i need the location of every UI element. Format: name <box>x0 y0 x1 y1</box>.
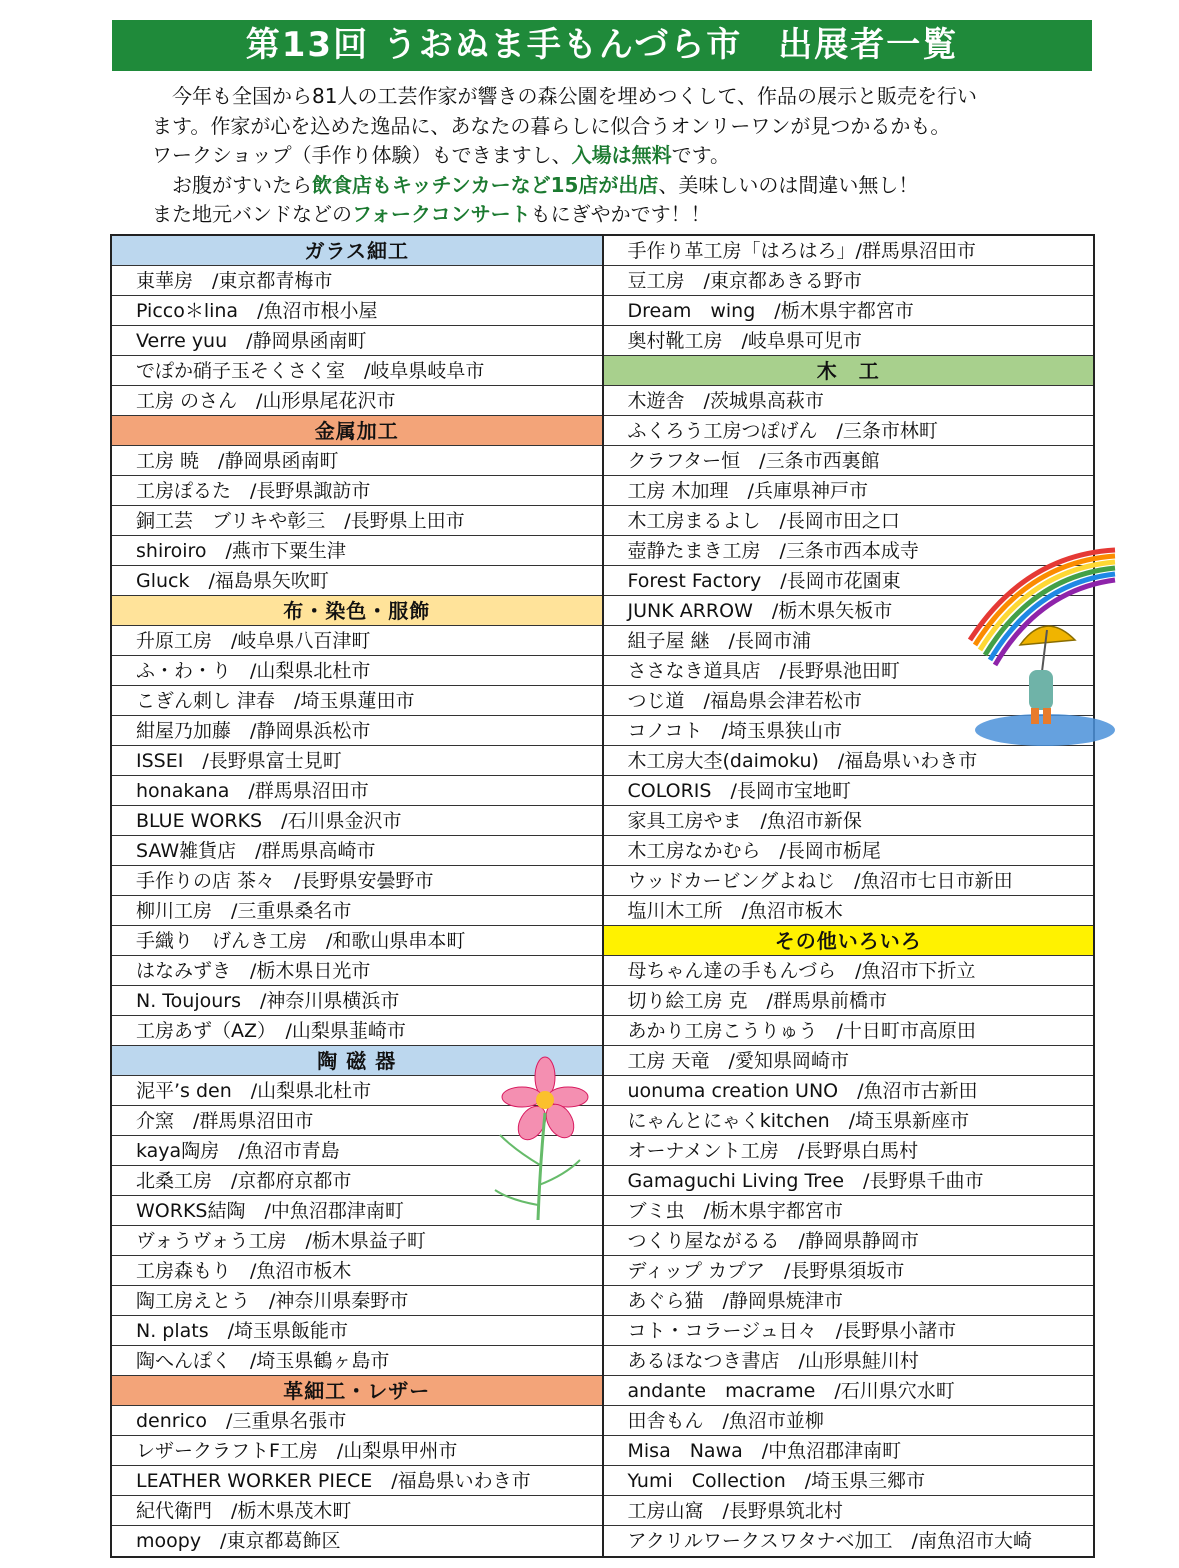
exhibitor-row: 升原工房 /岐阜県八百津町 <box>112 626 602 656</box>
exhibitor-row: 銅工芸 ブリキや彰三 /長野県上田市 <box>112 506 602 536</box>
exhibitor-row: ヴォうヴォう工房 /栃木県益子町 <box>112 1226 602 1256</box>
exhibitor-row: 工房山窩 /長野県筑北村 <box>604 1496 1094 1526</box>
intro-line-5-b: もにぎやかです！！ <box>530 202 711 226</box>
exhibitor-row: コノコト /埼玉県狭山市 <box>604 716 1094 746</box>
exhibitor-row: WORKS結陶 /中魚沼郡津南町 <box>112 1196 602 1226</box>
exhibitor-row: Verre yuu /静岡県函南町 <box>112 326 602 356</box>
exhibitor-row: 東華房 /東京都青梅市 <box>112 266 602 296</box>
exhibitor-row: 手織り げんき工房 /和歌山県串本町 <box>112 926 602 956</box>
exhibitor-row: 豆工房 /東京都あきる野市 <box>604 266 1094 296</box>
category-header: 陶 磁 器 <box>112 1046 602 1076</box>
exhibitor-row: ディップ カプア /長野県須坂市 <box>604 1256 1094 1286</box>
exhibitor-row: COLORIS /長岡市宝地町 <box>604 776 1094 806</box>
exhibitor-row: 壺静たまき工房 /三条市西本成寺 <box>604 536 1094 566</box>
exhibitor-row: BLUE WORKS /石川県金沢市 <box>112 806 602 836</box>
exhibitor-row: kaya陶房 /魚沼市青島 <box>112 1136 602 1166</box>
intro-highlight-free: 入場は無料 <box>571 143 672 167</box>
exhibitor-row: クラフター恒 /三条市西裏館 <box>604 446 1094 476</box>
exhibitor-row: 組子屋 継 /長岡市浦 <box>604 626 1094 656</box>
intro-line-3-b: です。 <box>671 143 731 167</box>
exhibitor-row: あるほなつき書店 /山形県鮭川村 <box>604 1346 1094 1376</box>
exhibitor-row: honakana /群馬県沼田市 <box>112 776 602 806</box>
exhibitor-row: 田舎もん /魚沼市並柳 <box>604 1406 1094 1436</box>
exhibitor-row: 工房 天竜 /愛知県岡崎市 <box>604 1046 1094 1076</box>
intro-line-4-b: 、美味しいのは間違い無し！ <box>658 172 919 197</box>
exhibitor-row: レザークラフトF工房 /山梨県甲州市 <box>112 1436 602 1466</box>
exhibitor-row: にゃんとにゃくkitchen /埼玉県新座市 <box>604 1106 1094 1136</box>
intro-highlight-food: 飲食店もキッチンカーなど15店が出店 <box>312 172 659 197</box>
exhibitor-row: 木工房まるよし /長岡市田之口 <box>604 506 1094 536</box>
exhibitor-row: LEATHER WORKER PIECE /福島県いわき市 <box>112 1466 602 1496</box>
exhibitor-row: Dream wing /栃木県宇都宮市 <box>604 296 1094 326</box>
intro-line-4 <box>152 171 1092 201</box>
exhibitor-row: 母ちゃん達の手もんづら /魚沼市下折立 <box>604 956 1094 986</box>
category-header: 革細工・レザー <box>112 1376 602 1406</box>
exhibitor-row: ふ・わ・り /山梨県北杜市 <box>112 656 602 686</box>
exhibitor-column-left <box>112 236 604 1556</box>
exhibitor-row: 切り絵工房 克 /群馬県前橋市 <box>604 986 1094 1016</box>
intro-line-5-a: また地元バンドなどの <box>152 202 352 226</box>
exhibitor-table <box>110 234 1095 1558</box>
exhibitor-row: ウッドカービングよねじ /魚沼市七日市新田 <box>604 866 1094 896</box>
exhibitor-row: 泥平’s den /山梨県北杜市 <box>112 1076 602 1106</box>
exhibitor-row: 工房森もり /魚沼市板木 <box>112 1256 602 1286</box>
exhibitor-row: SAW雑貨店 /群馬県高崎市 <box>112 836 602 866</box>
exhibitor-row: あぐら猫 /静岡県焼津市 <box>604 1286 1094 1316</box>
exhibitor-row: 柳川工房 /三重県桑名市 <box>112 896 602 926</box>
exhibitor-row: コト・コラージュ日々 /長野県小諸市 <box>604 1316 1094 1346</box>
exhibitor-row: でぽか硝子玉そくさく室 /岐阜県岐阜市 <box>112 356 602 386</box>
exhibitor-row: moopy /東京都葛飾区 <box>136 1530 341 1552</box>
intro-line-1: 今年も全国から81人の工芸作家が響きの森公園を埋めつくして、作品の展示と販売を行い <box>172 84 978 108</box>
intro-line-5 <box>152 200 1092 230</box>
exhibitor-row: 北桑工房 /京都府京都市 <box>112 1166 602 1196</box>
exhibitor-row: Gluck /福島県矢吹町 <box>112 566 602 596</box>
category-header: ガラス細工 <box>112 236 602 266</box>
exhibitor-row: 手作りの店 茶々 /長野県安曇野市 <box>112 866 602 896</box>
exhibitor-row: 陶へんぽく /埼玉県鶴ヶ島市 <box>112 1346 602 1376</box>
exhibitor-row: ふくろう工房つぽげん /三条市林町 <box>604 416 1094 446</box>
intro-line-4-a: お腹がすいたら <box>172 172 312 197</box>
exhibitor-row: つくり屋ながるる /静岡県静岡市 <box>604 1226 1094 1256</box>
exhibitor-row: Misa Nawa /中魚沼郡津南町 <box>604 1436 1094 1466</box>
exhibitor-row: Yumi Collection /埼玉県三郷市 <box>604 1466 1094 1496</box>
exhibitor-row: N. plats /埼玉県飯能市 <box>112 1316 602 1346</box>
exhibitor-row: 家具工房やま /魚沼市新保 <box>604 806 1094 836</box>
exhibitor-row: 陶工房えとう /神奈川県秦野市 <box>112 1286 602 1316</box>
exhibitor-row: denrico /三重県名張市 <box>112 1406 602 1436</box>
exhibitor-row: JUNK ARROW /栃木県矢板市 <box>604 596 1094 626</box>
exhibitor-row: 工房 のさん /山形県尾花沢市 <box>112 386 602 416</box>
exhibitor-row: 紺屋乃加藤 /静岡県浜松市 <box>112 716 602 746</box>
exhibitor-row: uonuma creation UNO /魚沼市古新田 <box>604 1076 1094 1106</box>
exhibitor-row: 工房ぽるた /長野県諏訪市 <box>112 476 602 506</box>
exhibitor-column-right <box>604 236 1094 1556</box>
exhibitor-row: 木遊舎 /茨城県高萩市 <box>604 386 1094 416</box>
exhibitor-row: 工房 木加理 /兵庫県神戸市 <box>604 476 1094 506</box>
exhibitor-row: ささなき道具店 /長野県池田町 <box>604 656 1094 686</box>
category-header: 木 工 <box>604 356 1094 386</box>
category-header: 布・染色・服飾 <box>112 596 602 626</box>
exhibitor-row: Forest Factory /長岡市花園東 <box>604 566 1094 596</box>
category-header: その他いろいろ <box>604 926 1094 956</box>
exhibitor-row: Picco＊lina /魚沼市根小屋 <box>112 296 602 326</box>
exhibitor-row: N. Toujours /神奈川県横浜市 <box>112 986 602 1016</box>
intro-line-2: ます。作家が心を込めた逸品に、あなたの暮らしに似合うオンリーワンが見つかるかも。 <box>152 113 951 138</box>
page-title: 第13回 うおぬま手もんづら市 出展者一覧 <box>112 20 1092 71</box>
intro-line-3-a: ワークショップ（手作り体験）もできますし、 <box>152 143 572 167</box>
exhibitor-row: 紀代衛門 /栃木県茂木町 <box>112 1496 602 1526</box>
exhibitor-row: Gamaguchi Living Tree /長野県千曲市 <box>604 1166 1094 1196</box>
exhibitor-row: 工房あず（AZ） /山梨県韮崎市 <box>112 1016 602 1046</box>
exhibitor-row: 介窯 /群馬県沼田市 <box>112 1106 602 1136</box>
exhibitor-row: アクリルワークスワタナベ加工 /南魚沼市大崎 <box>627 1530 1032 1552</box>
exhibitor-row: shiroiro /燕市下粟生津 <box>112 536 602 566</box>
category-header: 金属加工 <box>112 416 602 446</box>
intro-text <box>152 82 1092 230</box>
exhibitor-row: 木工房なかむら /長岡市栃尾 <box>604 836 1094 866</box>
exhibitor-row: andante macrame /石川県穴水町 <box>604 1376 1094 1406</box>
exhibitor-row: 工房 暁 /静岡県函南町 <box>112 446 602 476</box>
exhibitor-row: はなみずき /栃木県日光市 <box>112 956 602 986</box>
intro-highlight-concert: フォークコンサート <box>352 202 531 226</box>
exhibitor-row: ISSEI /長野県富士見町 <box>112 746 602 776</box>
exhibitor-row: つじ道 /福島県会津若松市 <box>604 686 1094 716</box>
exhibitor-row: 奥村靴工房 /岐阜県可児市 <box>604 326 1094 356</box>
exhibitor-row: 塩川木工所 /魚沼市板木 <box>604 896 1094 926</box>
exhibitor-row: 手作り革工房「はろはろ」/群馬県沼田市 <box>604 236 1094 266</box>
exhibitor-row: こぎん刺し 津春 /埼玉県蓮田市 <box>112 686 602 716</box>
exhibitor-row: あかり工房こうりゅう /十日町市高原田 <box>604 1016 1094 1046</box>
exhibitor-row: 木工房大杢(daimoku) /福島県いわき市 <box>604 746 1094 776</box>
intro-line-3 <box>152 141 1092 171</box>
exhibitor-row: オーナメント工房 /長野県白馬村 <box>604 1136 1094 1166</box>
exhibitor-row: ブミ虫 /栃木県宇都宮市 <box>604 1196 1094 1226</box>
